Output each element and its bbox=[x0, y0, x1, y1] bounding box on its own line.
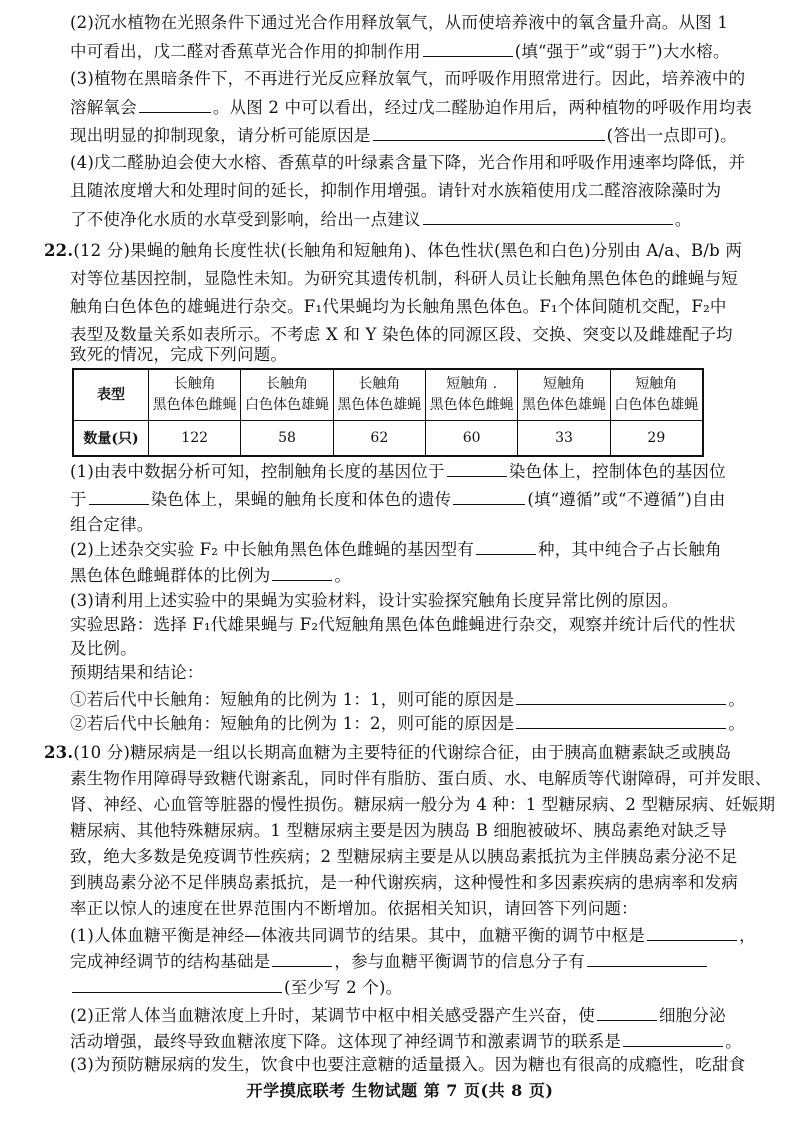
q23-line3: 肾、神经、心血管等脏器的慢性损伤。糖尿病一般分为 4 种：1 型糖尿病、2 型糖尿病、妊娠期 bbox=[70, 795, 776, 814]
table-cell: 122 bbox=[149, 421, 241, 457]
q22-3-line4: 预期结果和结论： bbox=[70, 663, 204, 682]
table-header-cell: 长触角 白色体色雄蝇 bbox=[241, 369, 333, 421]
answer-blank[interactable] bbox=[453, 488, 525, 505]
q23-line2: 素生物作用障碍导致糖代谢紊乱，同时伴有脂肪、蛋白质、水、电解质等代谢障碍，可并发眼、 bbox=[70, 769, 772, 788]
table-header-cell: 长触角 黑色体色雌蝇 bbox=[149, 369, 241, 421]
q21-2-line2: 中可看出，戊二醛对香蕉草光合作用的抑制作用 (填“强于”或“弱于”)大水榕。 bbox=[70, 42, 730, 61]
q21-4-line2: 且随浓度增大和处理时间的延长，抑制作用增强。请针对水族箱使用戊二醛溶液除藻时为 bbox=[70, 181, 722, 200]
table-header-cell: 长触角 黑色体色雄蝇 bbox=[333, 369, 425, 421]
table-cell: 29 bbox=[610, 421, 703, 457]
table-header-cell: 短触角 白色体色雄蝇 bbox=[610, 369, 703, 421]
answer-blank[interactable] bbox=[272, 950, 332, 967]
q21-3-line3: 现出明显的抑制现象，请分析可能原因是 (答出一点即可)。 bbox=[70, 126, 737, 145]
table-cell: 60 bbox=[425, 421, 517, 457]
table-cell: 62 bbox=[333, 421, 425, 457]
q22-3-line2: 实验思路：选择 F₁代雄果蝇与 F₂代短触角黑色体色雌蝇进行杂交，观察并统计后代的性状 bbox=[70, 615, 736, 634]
answer-blank[interactable] bbox=[623, 1030, 723, 1047]
table-cell: 58 bbox=[241, 421, 333, 457]
answer-blank[interactable] bbox=[516, 688, 726, 705]
table-row-label: 数量(只) bbox=[73, 421, 149, 457]
table-header-cell: 短触角 黑色体色雄蝇 bbox=[518, 369, 610, 421]
answer-blank[interactable] bbox=[423, 40, 513, 57]
q23-line7: 率正以惊人的速度在世界范围内不断增加。依据相关知识，请回答下列问题： bbox=[70, 899, 638, 918]
q23-2-line2: 活动增强，最终导致血糖浓度下降。这体现了神经调节和激素调节的联系是 。 bbox=[70, 1032, 742, 1051]
q23-line6: 到胰岛素分泌不足伴胰岛素抵抗，是一种代谢疾病，这种慢性和多因素疾病的患病率和发病 bbox=[70, 873, 738, 892]
q23-1-line2: 完成神经调节的结构基础是 ，参与血糖平衡调节的信息分子有 bbox=[70, 950, 709, 973]
q22-1-line2: 于 染色体上，果蝇的触角长度和体色的遗传 (填“遵循”或“不遵循”)自由 bbox=[70, 490, 726, 509]
q22-3-line6: ②若后代中长触角：短触角的比例为 1：2，则可能的原因是 。 bbox=[70, 714, 746, 733]
q23-2-line1: (2)正常人体当血糖浓度上升时，某调节中枢中相关感受器产生兴奋，使 细胞分泌 bbox=[70, 1006, 726, 1025]
answer-blank[interactable] bbox=[272, 564, 332, 581]
answer-blank[interactable] bbox=[597, 1004, 657, 1021]
table-header-cell: 短触角 . 黑色体色雌蝇 bbox=[425, 369, 517, 421]
answer-blank[interactable] bbox=[587, 950, 707, 967]
q22-2-line1: (2)上述杂交实验 F₂ 中长触角黑色体色雌蝇的基因型有 种，其中纯合子占长触角 bbox=[70, 540, 722, 559]
q23-line1: 23.(10 分)糖尿病是一组以长期高血糖为主要特征的代谢综合征，由于胰高血糖素缺乏或胰岛 bbox=[44, 743, 732, 762]
answer-blank[interactable] bbox=[72, 976, 282, 993]
q22-3-line1: (3)请利用上述实验中的果蝇为实验材料，设计实验探究触角长度异常比例的原因。 bbox=[70, 591, 679, 610]
q22-line5: 致死的情况，完成下列问题。 bbox=[70, 345, 288, 364]
page-footer: 开学摸底联考 生物试题 第 7 页(共 8 页) bbox=[246, 1081, 554, 1100]
answer-blank[interactable] bbox=[89, 488, 149, 505]
q22-line3: 触角白色体色的雄蝇进行杂交。F₁代果蝇均为长触角黑色体色。F₁个体间随机交配，F₂中 bbox=[70, 297, 727, 316]
answer-blank[interactable] bbox=[647, 924, 737, 941]
answer-blank[interactable] bbox=[447, 460, 507, 477]
q21-3-line2: 溶解氧会 。从图 2 中可以看出，经过戊二醛胁迫作用后，两种植物的呼吸作用均表 bbox=[70, 98, 753, 117]
answer-blank[interactable] bbox=[516, 712, 726, 729]
q21-3-line1: (3)植物在黑暗条件下，不再进行光反应释放氧气，而呼吸作用照常进行。因此，培养液中的 bbox=[70, 69, 746, 88]
answer-blank[interactable] bbox=[373, 124, 605, 141]
answer-blank[interactable] bbox=[476, 538, 536, 555]
q23-line4: 糖尿病、其他特殊糖尿病。1 型糖尿病主要是因为胰岛 B 细胞被破坏、胰岛素绝对缺乏导 bbox=[70, 821, 728, 840]
q22-line4: 表型及数量关系如表所示。不考虑 X 和 Y 染色体的同源区段、交换、突变以及雌雄配子均 bbox=[70, 325, 733, 344]
table-row bbox=[73, 421, 703, 457]
table-cell: 33 bbox=[518, 421, 610, 457]
answer-blank[interactable] bbox=[139, 96, 211, 113]
table-header-label: 表型 bbox=[73, 369, 149, 421]
q22-3-line5: ①若后代中长触角：短触角的比例为 1：1，则可能的原因是 。 bbox=[70, 690, 746, 709]
q21-2-line1: (2)沉水植物在光照条件下通过光合作用释放氧气，从而使培养液中的氧含量升高。从图 1 bbox=[70, 13, 729, 32]
phenotype-table bbox=[72, 368, 704, 457]
table-header-row bbox=[73, 369, 703, 421]
q22-2-line2: 黑色体色雌蝇群体的比例为 。 bbox=[70, 566, 352, 585]
q22-line2: 对等位基因控制，显隐性未知。为研究其遗传机制，科研人员让长触角黑色体色的雌蝇与短 bbox=[70, 269, 738, 288]
q23-line5: 致，绝大多数是免疫调节性疾病；2 型糖尿病主要是从以胰岛素抵抗为主伴胰岛素分泌不足 bbox=[70, 847, 738, 866]
q23-3-line1: (3)为预防糖尿病的发生，饮食中也要注意糖的适量摄入。因为糖也有很高的成瘾性，吃甜食 bbox=[70, 1055, 746, 1074]
q21-4-line1: (4)戊二醛胁迫会使大水榕、香蕉草的叶绿素含量下降，光合作用和呼吸作用速率均降低，并 bbox=[70, 153, 746, 172]
q23-1-line1: (1)人体血糖平衡是神经—体液共同调节的结果。其中，血糖平衡的调节中枢是 ， bbox=[70, 926, 756, 945]
answer-blank[interactable] bbox=[423, 208, 673, 225]
q21-4-line3: 了不使净化水质的水草受到影响，给出一点建议 。 bbox=[70, 210, 692, 229]
q22-3-line3: 及比例。 bbox=[70, 639, 137, 658]
q22-1-line1: (1)由表中数据分析可知，控制触角长度的基因位于 染色体上，控制体色的基因位 bbox=[70, 462, 726, 481]
q23-1-line3: (至少写 2 个)。 bbox=[70, 976, 402, 999]
q22-line1: 22.(12 分)果蝇的触角长度性状(长触角和短触角)、体色性状(黑色和白色)分别由 A/a、B/b 两 bbox=[44, 241, 743, 260]
q22-1-line3: 组合定律。 bbox=[70, 515, 154, 534]
